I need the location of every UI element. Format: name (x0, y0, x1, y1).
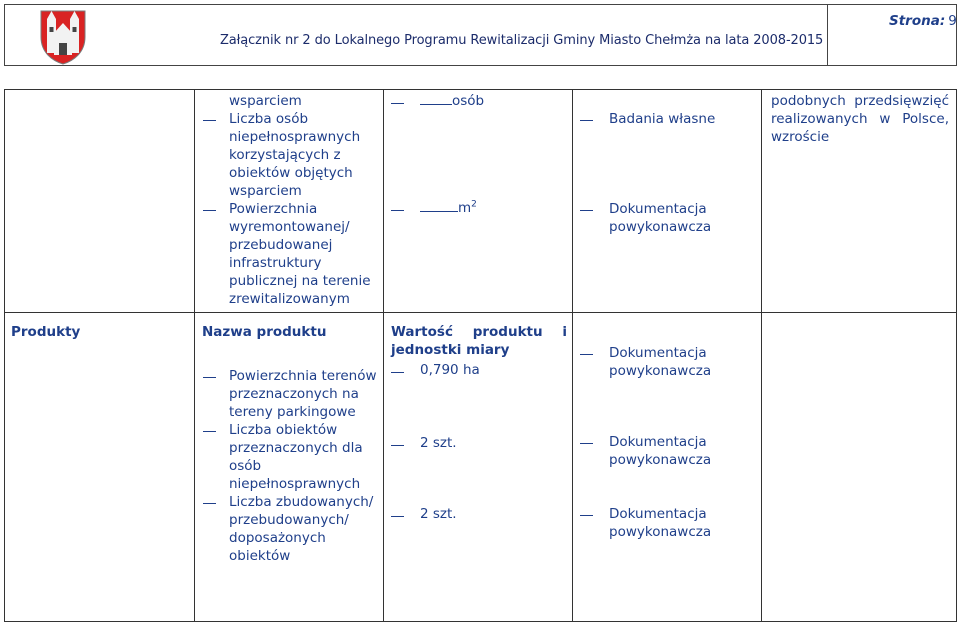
row1-col5-line: podobnych przedsięwzięć (771, 93, 949, 109)
page-label: Strona: (889, 13, 946, 29)
product-value-header: Wartość produktu i (391, 324, 567, 340)
product-name-line: osób (229, 458, 262, 474)
source-line: powykonawcza (609, 452, 712, 468)
bullet-dash (203, 210, 216, 211)
bullet-dash (391, 445, 404, 446)
row1-col2-line: wyremontowanej/ (229, 219, 350, 235)
row1-col2-line: zrewitalizowanym (229, 291, 350, 307)
product-name-line: Liczba obiektów (229, 422, 338, 438)
unit-persons (420, 92, 484, 110)
row1-col2-line: wsparciem (229, 93, 302, 109)
product-name-line: Powierzchnia terenów (229, 368, 377, 384)
product-value-header: jednostki miary (391, 342, 510, 358)
product-name-line: doposażonych (229, 530, 326, 546)
column-divider (572, 90, 573, 621)
document-title: Załącznik nr 2 do Lokalnego Programu Rewitalizacji Gminy Miasto Chełmża na lata 2008-2015 (220, 33, 824, 48)
city-coat-of-arms-icon (37, 7, 89, 65)
product-name-line: tereny parkingowe (229, 404, 356, 420)
row1-col2-line: niepełnosprawnych (229, 129, 361, 145)
unit-area (420, 199, 477, 217)
product-value: 2 szt. (420, 435, 457, 451)
bullet-dash (203, 120, 216, 121)
value-blank (420, 211, 458, 212)
bullet-dash (391, 210, 404, 211)
source-line: powykonawcza (609, 219, 712, 235)
header-divider (827, 5, 828, 65)
bullet-dash (203, 503, 216, 504)
source-line: Dokumentacja (609, 434, 707, 450)
product-name-line: Liczba zbudowanych/ (229, 494, 374, 510)
source-line: Dokumentacja (609, 345, 707, 361)
bullet-dash (391, 103, 404, 104)
bullet-dash (580, 120, 593, 121)
column-divider (194, 90, 195, 621)
value-blank (420, 104, 452, 105)
page-header (4, 4, 957, 66)
product-name-line: przeznaczonych na (229, 386, 359, 402)
row1-col2-line: publicznej na terenie (229, 273, 371, 289)
bullet-dash (391, 516, 404, 517)
row1-col2-line: wsparciem (229, 183, 302, 199)
source-line: Dokumentacja (609, 201, 707, 217)
source-line: powykonawcza (609, 363, 712, 379)
row1-col2-line: Powierzchnia (229, 201, 318, 217)
bullet-dash (580, 515, 593, 516)
bullet-dash (580, 354, 593, 355)
indicators-table (4, 89, 957, 622)
product-value: 2 szt. (420, 506, 457, 522)
source-line: powykonawcza (609, 524, 712, 540)
source-line: Dokumentacja (609, 506, 707, 522)
column-divider (761, 90, 762, 621)
bullet-dash (391, 372, 404, 373)
row1-col2-line: przebudowanej (229, 237, 333, 253)
page-number: 9 (948, 13, 957, 29)
bullet-dash (580, 210, 593, 211)
bullet-dash (203, 431, 216, 432)
row1-col2-line: obiektów objętych (229, 165, 353, 181)
source-own-research: Badania własne (609, 111, 716, 127)
page-indicator (889, 13, 957, 29)
bullet-dash (580, 443, 593, 444)
row1-col5-line: realizowanych w Polsce, (771, 111, 949, 127)
unit-label: m (458, 200, 472, 216)
product-name-line: obiektów (229, 548, 291, 564)
product-value: 0,790 ha (420, 362, 480, 378)
row1-col2-line: Liczba osób (229, 111, 309, 127)
unit-exponent: 2 (471, 199, 477, 210)
row-divider (5, 312, 956, 313)
product-name-header: Nazwa produktu (202, 324, 327, 340)
row1-col2-line: infrastruktury (229, 255, 322, 271)
product-name-line: przeznaczonych dla (229, 440, 363, 456)
section-label-products: Produkty (11, 324, 81, 340)
column-divider (383, 90, 384, 621)
bullet-dash (203, 377, 216, 378)
unit-label: osób (452, 93, 485, 109)
row1-col5-line: wzroście (771, 129, 830, 145)
product-name-line: niepełnosprawnych (229, 476, 361, 492)
row1-col2-line: korzystających z (229, 147, 341, 163)
product-name-line: przebudowanych/ (229, 512, 349, 528)
